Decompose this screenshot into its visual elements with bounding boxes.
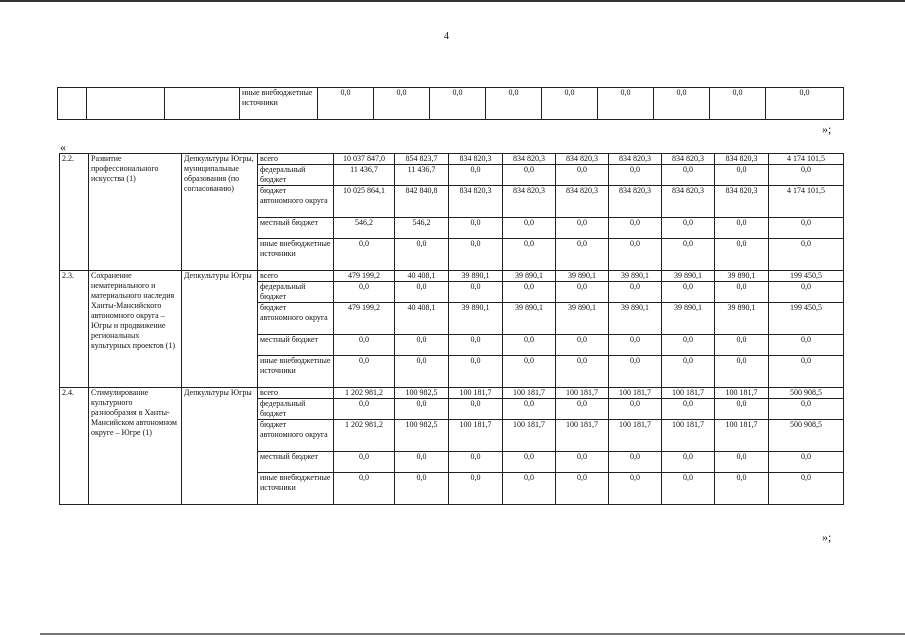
measure-name-cell: Стимулирование культурного разнообразия в Ханты-Мансийском автономном округе – Югре (1): [89, 388, 182, 505]
value-cell: 11 436,7: [334, 165, 395, 186]
value-cell: 0,0: [662, 165, 715, 186]
source-cell: бюджет автономного округа: [258, 186, 334, 218]
value-cell: 834 820,3: [503, 186, 556, 218]
value-cell: 0,0: [662, 399, 715, 420]
value-cell: 0,0: [503, 165, 556, 186]
row-num-cell: [58, 88, 87, 120]
value-cell: 0,0: [769, 399, 844, 420]
value-cell: 0,0: [334, 473, 395, 505]
measure-name-cell: Развитие профессионального искусства (1): [89, 154, 182, 271]
value-cell: 0,0: [609, 473, 662, 505]
value-cell: 0,0: [715, 356, 769, 388]
row-num-cell: 2.2.: [60, 154, 89, 271]
value-cell: 0,0: [654, 88, 710, 120]
value-cell: 100 181,7: [715, 420, 769, 452]
value-cell: 39 890,1: [449, 303, 503, 335]
value-cell: 834 820,3: [609, 154, 662, 165]
measure-name-cell: Сохранение нематериального и материального наследия Ханты-Мансийского автономного округа – Югры и продвижение региональных культурных проектов (1): [89, 271, 182, 388]
value-cell: 0,0: [769, 239, 844, 271]
value-cell: 834 820,3: [556, 186, 609, 218]
value-cell: 40 408,1: [395, 303, 449, 335]
value-cell: 834 820,3: [503, 154, 556, 165]
value-cell: 39 890,1: [503, 303, 556, 335]
value-cell: 0,0: [662, 282, 715, 303]
closing-quote-mark: »;: [822, 122, 832, 136]
value-cell: 546,2: [395, 218, 449, 239]
source-cell: всего: [258, 388, 334, 399]
value-cell: 0,0: [609, 218, 662, 239]
value-cell: 100 181,7: [556, 388, 609, 399]
value-cell: 100 982,5: [395, 420, 449, 452]
value-cell: 4 174 101,5: [769, 154, 844, 165]
value-cell: 0,0: [334, 335, 395, 356]
opening-quote-mark: «: [60, 140, 66, 154]
value-cell: 0,0: [395, 239, 449, 271]
value-cell: 0,0: [769, 473, 844, 505]
value-cell: 0,0: [503, 335, 556, 356]
value-cell: 479 199,2: [334, 303, 395, 335]
source-cell: местный бюджет: [258, 218, 334, 239]
value-cell: 0,0: [449, 282, 503, 303]
value-cell: 100 181,7: [662, 388, 715, 399]
value-cell: 834 820,3: [715, 186, 769, 218]
value-cell: 0,0: [334, 452, 395, 473]
table-row: [60, 154, 844, 165]
executor-cell: Депкультуры Югры: [182, 271, 258, 388]
value-cell: 11 436,7: [395, 165, 449, 186]
value-cell: 0,0: [449, 452, 503, 473]
source-cell: федеральный бюджет: [258, 282, 334, 303]
value-cell: 0,0: [609, 239, 662, 271]
value-cell: 500 908,5: [769, 388, 844, 399]
value-cell: 0,0: [449, 165, 503, 186]
value-cell: 100 181,7: [609, 388, 662, 399]
value-cell: 0,0: [609, 335, 662, 356]
value-cell: 100 181,7: [556, 420, 609, 452]
table-row: [58, 88, 844, 120]
value-cell: 0,0: [715, 473, 769, 505]
value-cell: 834 820,3: [715, 154, 769, 165]
value-cell: 0,0: [395, 452, 449, 473]
value-cell: 0,0: [318, 88, 374, 120]
value-cell: 0,0: [609, 452, 662, 473]
value-cell: 0,0: [715, 335, 769, 356]
value-cell: 39 890,1: [715, 303, 769, 335]
value-cell: 500 908,5: [769, 420, 844, 452]
value-cell: 0,0: [662, 239, 715, 271]
value-cell: 39 890,1: [609, 271, 662, 282]
source-cell: федеральный бюджет: [258, 165, 334, 186]
scan-edge-bottom: [40, 633, 905, 635]
table-row: [60, 388, 844, 399]
value-cell: 0,0: [486, 88, 542, 120]
value-cell: 854 823,7: [395, 154, 449, 165]
value-cell: 479 199,2: [334, 271, 395, 282]
value-cell: 39 890,1: [715, 271, 769, 282]
value-cell: 100 181,7: [449, 388, 503, 399]
value-cell: 834 820,3: [662, 186, 715, 218]
source-cell: федеральный бюджет: [258, 399, 334, 420]
value-cell: 0,0: [503, 452, 556, 473]
value-cell: 0,0: [449, 399, 503, 420]
value-cell: 0,0: [395, 282, 449, 303]
value-cell: 0,0: [598, 88, 654, 120]
executor-cell: Депкультуры Югры, муниципальные образования (по согласованию): [182, 154, 258, 271]
source-cell: иные внебюджетные источники: [258, 239, 334, 271]
row-num-cell: 2.4.: [60, 388, 89, 505]
value-cell: 834 820,3: [449, 154, 503, 165]
value-cell: 39 890,1: [662, 271, 715, 282]
value-cell: 100 181,7: [662, 420, 715, 452]
value-cell: 0,0: [503, 282, 556, 303]
row-num-cell: 2.3.: [60, 271, 89, 388]
value-cell: 0,0: [769, 356, 844, 388]
value-cell: 834 820,3: [449, 186, 503, 218]
continuation-table: [57, 87, 844, 120]
source-cell: бюджет автономного округа: [258, 303, 334, 335]
value-cell: 0,0: [556, 239, 609, 271]
value-cell: 0,0: [556, 335, 609, 356]
value-cell: 0,0: [556, 165, 609, 186]
value-cell: 0,0: [769, 335, 844, 356]
value-cell: 0,0: [395, 473, 449, 505]
value-cell: 0,0: [609, 356, 662, 388]
value-cell: 834 820,3: [662, 154, 715, 165]
value-cell: 40 408,1: [395, 271, 449, 282]
value-cell: 0,0: [715, 282, 769, 303]
value-cell: 0,0: [395, 399, 449, 420]
value-cell: 1 202 981,2: [334, 388, 395, 399]
value-cell: 39 890,1: [449, 271, 503, 282]
value-cell: 0,0: [556, 218, 609, 239]
source-cell: иные внебюджетные источники: [258, 356, 334, 388]
value-cell: 0,0: [662, 452, 715, 473]
value-cell: 100 181,7: [715, 388, 769, 399]
value-cell: 0,0: [503, 239, 556, 271]
value-cell: 0,0: [374, 88, 430, 120]
executor-cell: [165, 88, 240, 120]
value-cell: 0,0: [710, 88, 766, 120]
value-cell: 834 820,3: [609, 186, 662, 218]
value-cell: 100 982,5: [395, 388, 449, 399]
value-cell: 39 890,1: [556, 271, 609, 282]
value-cell: 0,0: [556, 282, 609, 303]
value-cell: 100 181,7: [503, 420, 556, 452]
source-cell: местный бюджет: [258, 335, 334, 356]
value-cell: 0,0: [662, 356, 715, 388]
value-cell: 0,0: [503, 399, 556, 420]
source-cell: всего: [258, 154, 334, 165]
value-cell: 4 174 101,5: [769, 186, 844, 218]
source-cell: местный бюджет: [258, 452, 334, 473]
scan-edge-top: [0, 0, 905, 2]
value-cell: 0,0: [715, 218, 769, 239]
value-cell: 0,0: [662, 218, 715, 239]
value-cell: 0,0: [766, 88, 844, 120]
value-cell: 39 890,1: [609, 303, 662, 335]
value-cell: 100 181,7: [609, 420, 662, 452]
value-cell: 0,0: [715, 399, 769, 420]
value-cell: 0,0: [769, 282, 844, 303]
name-cell: [87, 88, 165, 120]
value-cell: 0,0: [609, 399, 662, 420]
value-cell: 39 890,1: [503, 271, 556, 282]
value-cell: 199 450,5: [769, 271, 844, 282]
value-cell: 0,0: [449, 239, 503, 271]
value-cell: 0,0: [769, 165, 844, 186]
value-cell: 0,0: [609, 282, 662, 303]
value-cell: 0,0: [609, 165, 662, 186]
value-cell: 0,0: [769, 218, 844, 239]
value-cell: 0,0: [449, 335, 503, 356]
source-cell: всего: [258, 271, 334, 282]
value-cell: 0,0: [715, 452, 769, 473]
value-cell: 0,0: [542, 88, 598, 120]
value-cell: 1 202 981,2: [334, 420, 395, 452]
table-row: [60, 271, 844, 282]
funding-table: [59, 153, 844, 505]
value-cell: 0,0: [334, 239, 395, 271]
value-cell: 0,0: [430, 88, 486, 120]
value-cell: 100 181,7: [503, 388, 556, 399]
value-cell: 0,0: [503, 473, 556, 505]
value-cell: 199 450,5: [769, 303, 844, 335]
value-cell: 10 037 847,0: [334, 154, 395, 165]
value-cell: 100 181,7: [449, 420, 503, 452]
value-cell: 0,0: [715, 239, 769, 271]
value-cell: 0,0: [395, 335, 449, 356]
value-cell: 0,0: [662, 473, 715, 505]
value-cell: 842 840,8: [395, 186, 449, 218]
value-cell: 0,0: [556, 399, 609, 420]
page-number: 4: [444, 31, 449, 42]
value-cell: 0,0: [503, 218, 556, 239]
value-cell: 0,0: [715, 165, 769, 186]
value-cell: 0,0: [334, 399, 395, 420]
source-cell: иные внебюджетные источники: [258, 473, 334, 505]
source-cell: иные внебюджетные источники: [240, 88, 318, 120]
value-cell: 0,0: [449, 218, 503, 239]
value-cell: 0,0: [334, 282, 395, 303]
value-cell: 0,0: [449, 473, 503, 505]
value-cell: 10 025 864,1: [334, 186, 395, 218]
value-cell: 0,0: [556, 473, 609, 505]
value-cell: 0,0: [334, 356, 395, 388]
value-cell: 0,0: [395, 356, 449, 388]
value-cell: 39 890,1: [556, 303, 609, 335]
value-cell: 546,2: [334, 218, 395, 239]
closing-quote-mark-2: »;: [822, 530, 832, 544]
value-cell: 0,0: [503, 356, 556, 388]
value-cell: 0,0: [556, 452, 609, 473]
value-cell: 0,0: [769, 452, 844, 473]
value-cell: 0,0: [556, 356, 609, 388]
executor-cell: Депкультуры Югры: [182, 388, 258, 505]
value-cell: 39 890,1: [662, 303, 715, 335]
value-cell: 834 820,3: [556, 154, 609, 165]
source-cell: бюджет автономного округа: [258, 420, 334, 452]
value-cell: 0,0: [449, 356, 503, 388]
value-cell: 0,0: [662, 335, 715, 356]
